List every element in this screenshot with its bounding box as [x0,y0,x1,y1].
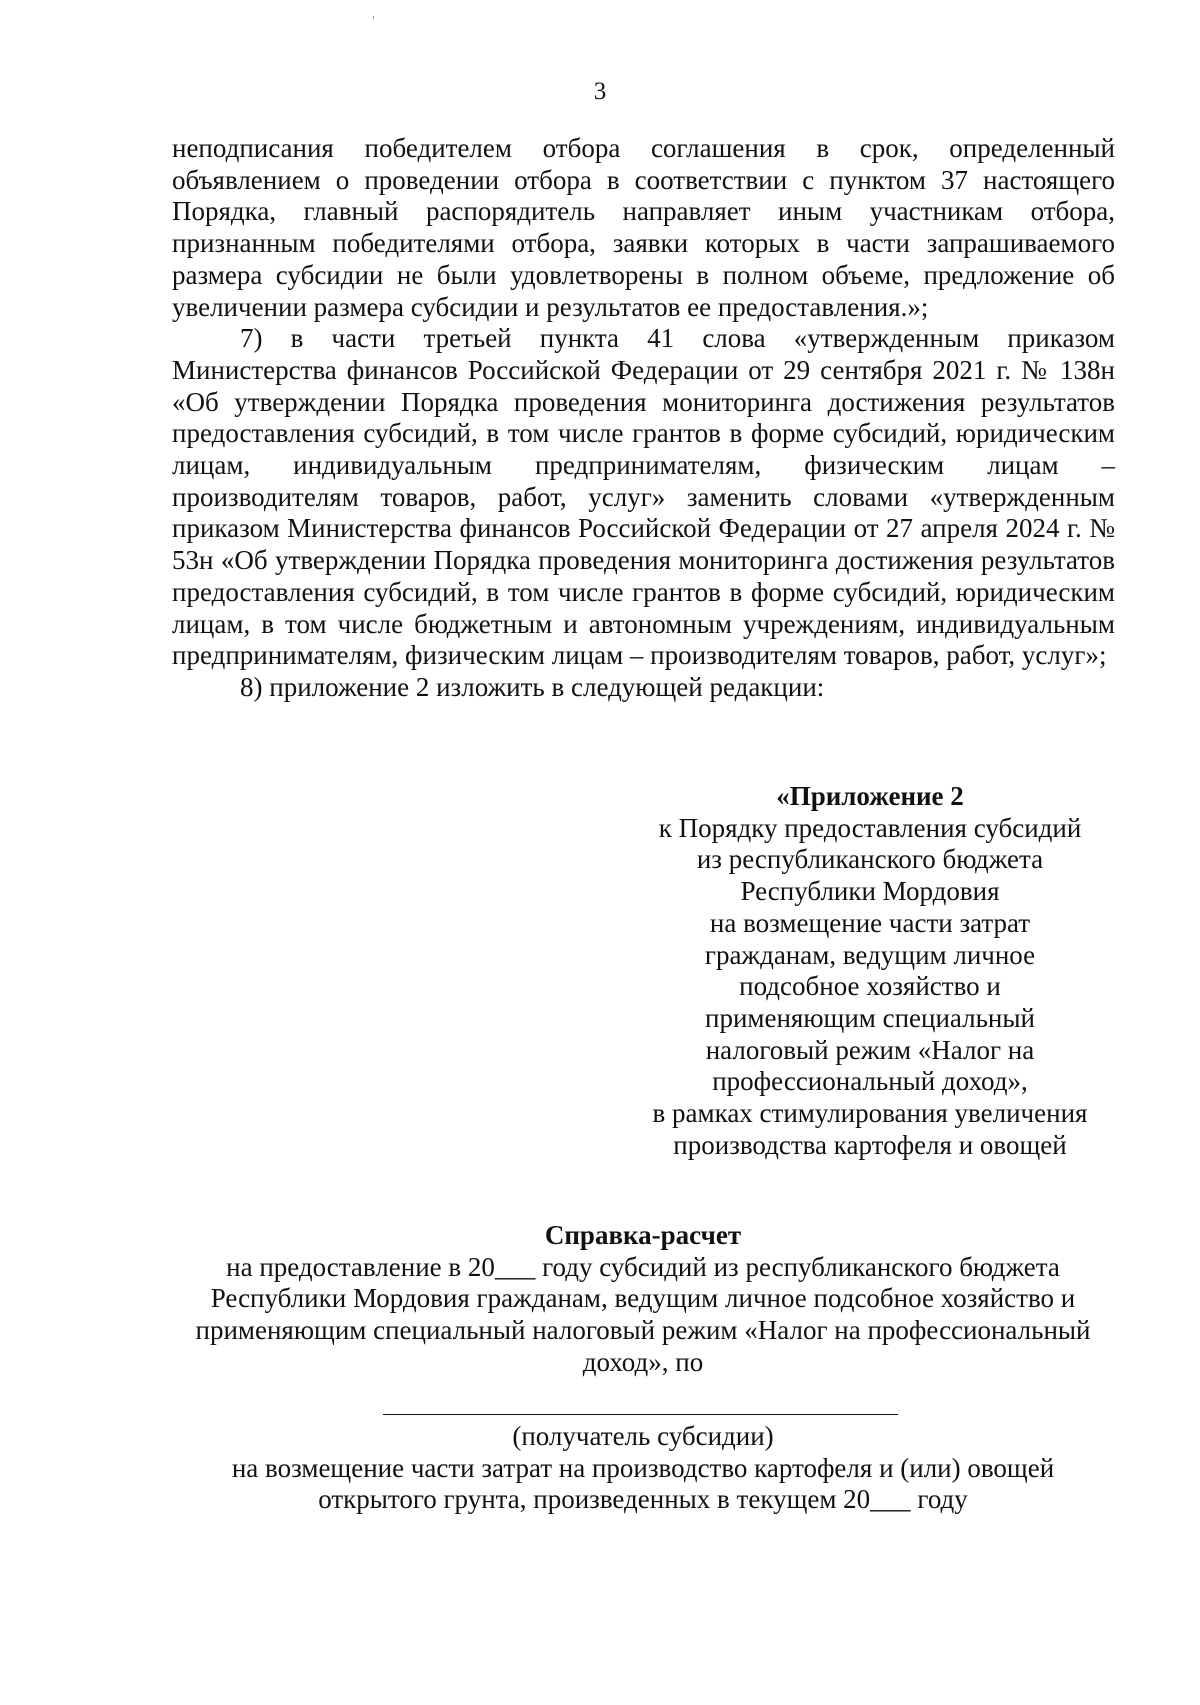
body-text [172,133,1115,704]
paragraph-continuation: неподписания победителем отбора соглашения в срок, определенный объявлением о проведении отбора в соответствии с пунктом 37 настоящего Порядка, главный распорядитель направляет иным участникам отбора, признанным победителями отбора, заявки которых в части запрашиваемого размера субсидии не были удовлетворены в полном объеме, предложение об увеличении размера субсидии и результатов ее предоставления.»; [172,133,1115,322]
paragraph-item-8: 8) приложение 2 изложить в следующей редакции: [240,671,825,702]
appendix-line: гражданам, ведущим личное [704,939,1036,970]
closing-line: открытого грунта, произведенных в текущем 20___ году [318,1484,968,1515]
scan-speck [373,16,374,19]
certificate-line: доход», по [582,1346,704,1377]
certificate-line: Республики Мордовия гражданам, ведущим личное подсобное хозяйство и [210,1283,1076,1314]
appendix-line: профессиональный доход», [712,1066,1028,1097]
certificate-heading [170,1220,1116,1379]
certificate-line: применяющим специальный налоговый режим «Налог на профессиональный [195,1315,1091,1346]
appendix-line: производства картофеля и овощей [673,1129,1067,1160]
appendix-title: «Приложение 2 [776,781,964,811]
paragraph-item-7: 7) в части третьей пункта 41 слова «утвержденным приказом Министерства финансов Российской Федерации от 29 сентября 2021 г. № 138н «Об утверждении Порядка проведения мониторинга достижения результатов предоставления субсидий, в том числе грантов в форме субсидий, юридическим лицам, индивидуальным предпринимателям, физическим лицам – производителям товаров, работ, услуг» заменить словами «утвержденным приказом Министерства финансов Российской Федерации от 27 апреля 2024 г. № 53н «Об утверждении Порядка проведения мониторинга достижения результатов предоставления субсидий, в том числе грантов в форме субсидий, юридическим лицам, в том числе бюджетным и автономным учреждениям, индивидуальным предпринимателям, физическим лицам – производителям товаров, работ, услуг»; [172,323,1115,671]
appendix-line: налоговый режим «Налог на [705,1034,1035,1065]
page-number: 3 [593,78,607,105]
closing-line: на возмещение части затрат на производство картофеля и (или) овощей [231,1452,1055,1483]
appendix-line: на возмещение части затрат [709,907,1031,938]
certificate-line: на предоставление в 20___ году субсидий из республиканского бюджета [226,1251,1060,1282]
certificate-tail [170,1421,1116,1516]
appendix-line: из республиканского бюджета [696,844,1044,875]
appendix-line: подсобное хозяйство и [739,971,1001,1002]
appendix-line: в рамках стимулирования увеличения [652,1098,1088,1129]
appendix-line: к Порядку предоставления субсидий [658,812,1082,843]
appendix-line: Республики Мордовия [740,876,1000,907]
recipient-blank-line [383,1414,898,1415]
appendix-header [620,781,1120,1161]
appendix-line: применяющим специальный [705,1002,1035,1033]
recipient-caption: (получатель субсидии) [512,1421,774,1451]
certificate-title: Справка-расчет [544,1220,742,1250]
